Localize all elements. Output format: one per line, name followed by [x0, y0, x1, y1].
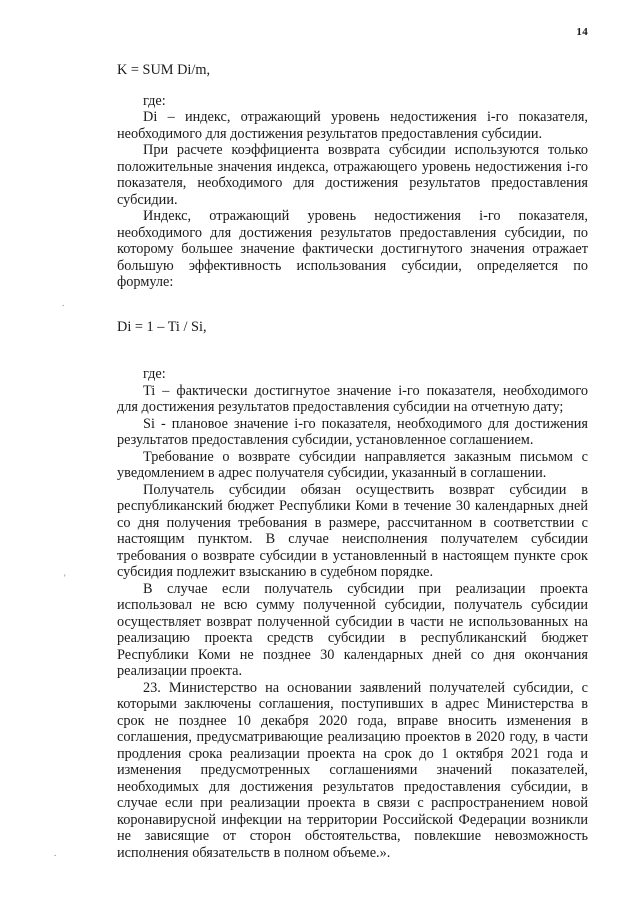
margin-mark: . [62, 298, 65, 308]
formula-di: Di = 1 – Ti / Si, [117, 318, 207, 335]
paragraph-index-formula-intro: Индекс, отражающий уровень недостижения i-го показателя, необходимого для достижения результатов предоставления субсидии, по которому большее значение фактически достигнутого значения отражает большую эффективность использования субсидии, определяется по формуле: [117, 208, 588, 290]
paragraph-return-requirement: Требование о возврате субсидии направляется заказным письмом с уведомлением в адрес получателя субсидии, указанный в соглашении. [117, 448, 588, 481]
page-number: 14 [576, 26, 588, 38]
where-label: где: [143, 92, 166, 109]
margin-mark: . [54, 848, 57, 858]
paragraph-unused-subsidy: В случае если получатель субсидии при реализации проекта использовал не всю сумму полученной субсидии, получатель субсидии осуществляет возврат полученной субсидии в части не использованных на реализацию проекта средств субсидии в республиканский бюджет Республики Коми не позднее 30 календарных дней со дня окончания реализации проекта. [117, 580, 588, 679]
paragraph-return-obligation: Получатель субсидии обязан осуществить возврат субсидии в республиканский бюджет Республики Коми в течение 30 календарных дней со дня получения требования в размере, рассчитанном в соответствии с настоящим пунктом. В случае неисполнения получателем субсидии требования о возврате субсидии в установленный в настоящем пункте срок субсидия подлежит взысканию в судебном порядке. [117, 481, 588, 580]
paragraph-ti-definition: Ti – фактически достигнутое значение i-го показателя, необходимого для достижения результатов предоставления субсидии на отчетную дату; [117, 382, 588, 415]
paragraph-positive-values: При расчете коэффициента возврата субсидии используются только положительные значения индекса, отражающего уровень недостижения i-го показателя, необходимого для достижения результатов предоставления субсидии. [117, 142, 588, 208]
paragraph-si-definition: Si - плановое значение i-го показателя, необходимого для достижения результатов предоставления субсидии, установленное соглашением. [117, 415, 588, 448]
paragraph-di-definition: Di – индекс, отражающий уровень недостижения i-го показателя, необходимого для достижения результатов предоставления субсидии. [117, 109, 588, 142]
formula-k: K = SUM Di/m, [117, 62, 211, 78]
margin-mark: ' [64, 573, 66, 583]
paragraph-item-23: 23. Министерство на основании заявлений получателей субсидии, с которыми заключены соглашения, поступивших в адрес Министерства в срок не позднее 10 декабря 2020 года, вправе вносить изменения в соглашения, предусматривающие реализацию проектов в 2020 году, в части продления срока реализации проекта на срок до 1 октября 2021 года и изменения предусмотренных соглашениями значений показателей, необходимых для достижения результатов предоставления субсидии, в случае если при реализации проекта в связи с распространением новой коронавирусной инфекции на территории Российской Федерации возникли не зависящие от сторон обстоятельства, повлекшие невозможность исполнения обязательств в полном объеме.». [117, 679, 588, 861]
document-body [117, 62, 588, 861]
where-label: где: [143, 366, 166, 382]
